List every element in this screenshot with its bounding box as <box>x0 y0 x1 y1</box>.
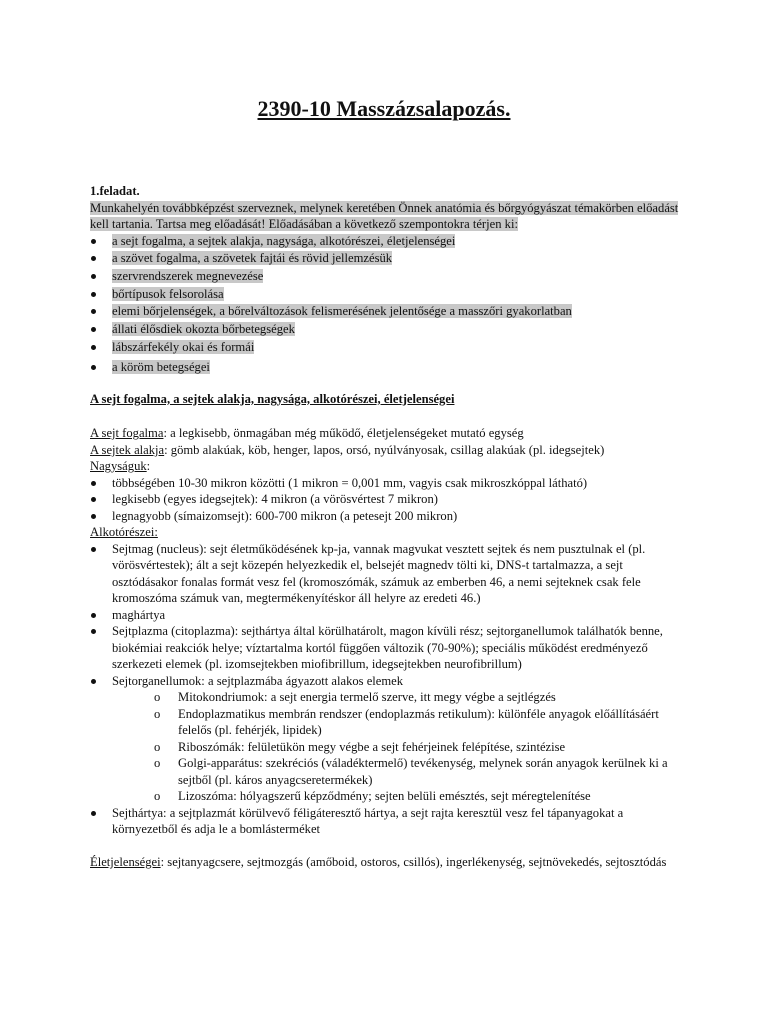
task-item <box>90 286 690 303</box>
sub-list-item <box>154 788 690 805</box>
sub-list-item-text: Golgi-apparátus: szekréciós (váladéktermelő) tevékenység, melynek során anyagok kerülnek ki a sejtből (pl. káros anyagcseretermékek) <box>178 756 668 787</box>
task-item-text: a szövet fogalma, a szövetek fajtái és rövid jellemzésük <box>112 251 393 266</box>
task-item-text: a köröm betegségei <box>112 360 210 375</box>
nagysaguk-colon: : <box>146 459 151 474</box>
alakja-text: : gömb alakúak, köb, henger, lapos, orsó, nyúlványosak, csillag alakúak (pl. idegsejtek) <box>164 442 605 457</box>
sub-list-item <box>154 739 690 756</box>
organellum-list <box>154 689 690 805</box>
task-intro-text: Munkahelyén továbbképzést szerveznek, melynek keretében Önnek anatómia és bőrgyógyászat témakörben előadást kell tartania. Tartsa meg előadását! Előadásában a következő szempontokra térjen ki: <box>90 200 679 231</box>
eletjelensegei-text: : sejtanyagcsere, sejtmozgás (amőboid, ostoros, csillós), ingerlékenység, sejtnövekedés, sejtosztódás <box>160 854 667 869</box>
definition-alakja <box>90 442 690 459</box>
task-list <box>90 233 690 376</box>
list-item-text: legnagyobb (símaizomsejt): 600-700 mikron (a petesejt 200 mikron) <box>112 508 458 523</box>
task-item <box>90 303 690 320</box>
task-item <box>90 268 690 285</box>
sub-list-item-text: Lizoszóma: hólyagszerű képződmény; sejten belüli emésztés, sejt méregtelenítése <box>178 789 591 804</box>
list-item-text: Sejthártya: a sejtplazmát körülvevő féligáteresztő hártya, a sejt rajta keresztül vesz fel tápanyagokat a környezetből és adja le a bomlásterméket <box>112 805 624 837</box>
list-item <box>90 607 690 624</box>
task-intro <box>90 200 690 233</box>
list-item-text: Sejtorganellumok: a sejtplazmába ágyazott alakos elemek <box>112 673 404 688</box>
definition-fogalma <box>90 425 690 442</box>
list-item <box>90 508 690 525</box>
alkotoreszei-heading: Alkotórészei: <box>90 525 158 540</box>
task-item-text: a sejt fogalma, a sejtek alakja, nagysága, alkotórészei, életjelenségei <box>112 233 456 248</box>
task-item-text: szervrendszerek megnevezése <box>112 268 264 283</box>
list-item <box>90 623 690 673</box>
task-item <box>90 339 690 356</box>
list-item-text: maghártya <box>112 607 166 622</box>
task-item <box>90 250 690 267</box>
list-item-text: Sejtplazma (citoplazma): sejthártya által körülhatárolt, magon kívüli rész; sejtorganellumok találhatók benne, biokémiai reakciók helye; víztartalma kortól függően változik (70-90%); speciális működést eredményező szerkezeti elemek (pl. izomsejtekben miofibrillum, idegsejtekben neurofibrillum) <box>112 624 663 672</box>
list-item <box>90 541 690 607</box>
task-item-text: lábszárfekély okai és formái <box>112 339 255 354</box>
page-title: 2390-10 Masszázsalapozás. <box>257 96 511 121</box>
task-item-text: bőrtípusok felsorolása <box>112 286 224 301</box>
list-item <box>90 475 690 492</box>
task-item <box>90 359 690 376</box>
section-heading: A sejt fogalma, a sejtek alakja, nagysága, alkotórészei, életjelenségei <box>90 391 455 406</box>
eletjelensegei <box>90 854 690 871</box>
alkotoreszei-list <box>90 541 690 838</box>
list-item-text: legkisebb (egyes idegsejtek): 4 mikron (a vörösvértest 7 mikron) <box>112 492 438 507</box>
sub-list-item <box>154 689 690 706</box>
sub-list-item-text: Endoplazmatikus membrán rendszer (endoplazmás retikulum): különféle anyagok előállításáért felelős (pl. fehérjék, lipidek) <box>178 706 659 738</box>
eletjelensegei-label: Életjelenségei <box>90 854 161 869</box>
task-heading: 1.feladat. <box>90 184 140 198</box>
fogalma-text: : a legkisebb, önmagában még működő, életjelenségeket mutató egység <box>163 426 524 441</box>
sub-list-item-text: Mitokondriumok: a sejt energia termelő szerve, itt megy végbe a sejtlégzés <box>178 690 556 705</box>
task-item-text: elemi bőrjelenségek, a bőrelváltozások felismerésének jelentősége a masszőri gyakorlatban <box>112 304 572 319</box>
task-item-text: állati élősdiek okozta bőrbetegségek <box>112 321 295 336</box>
list-item <box>90 491 690 508</box>
nagysaguk-list <box>90 475 690 525</box>
nagysaguk-label: Nagyságuk <box>90 459 147 474</box>
nagysaguk-heading <box>90 458 690 475</box>
sub-list-item <box>154 755 690 788</box>
task-item <box>90 233 690 250</box>
list-item <box>90 673 690 805</box>
task-item <box>90 321 690 338</box>
sub-list-item-text: Riboszómák: felületükön megy végbe a sejt fehérjeinek felépítése, szintézise <box>178 739 566 754</box>
alakja-label: A sejtek alakja <box>90 442 165 457</box>
sub-list-item <box>154 706 690 739</box>
document-body <box>90 183 690 870</box>
list-item-text: többségében 10-30 mikron közötti (1 mikron = 0,001 mm, vagyis csak mikroszkóppal látható) <box>112 475 588 490</box>
list-item <box>90 805 690 838</box>
list-item-text: Sejtmag (nucleus): sejt életműködésének kp-ja, vannak magvukat vesztett sejtek és nem pusztulnak el (pl. vörösvértestek); ált a sejt közepén helyezkedik el, belsejét magnedv tölti ki, DNS-t tartalmazza, a sejt osztódásakor fonalas formát vesz fel (kromoszómák, számuk az emberben 46, a nemi sejteknek csak fele kromoszóma számuk van, megtermékenyítéskor áll helyre az eredeti 46.) <box>112 541 646 606</box>
fogalma-label: A sejt fogalma <box>90 426 164 441</box>
